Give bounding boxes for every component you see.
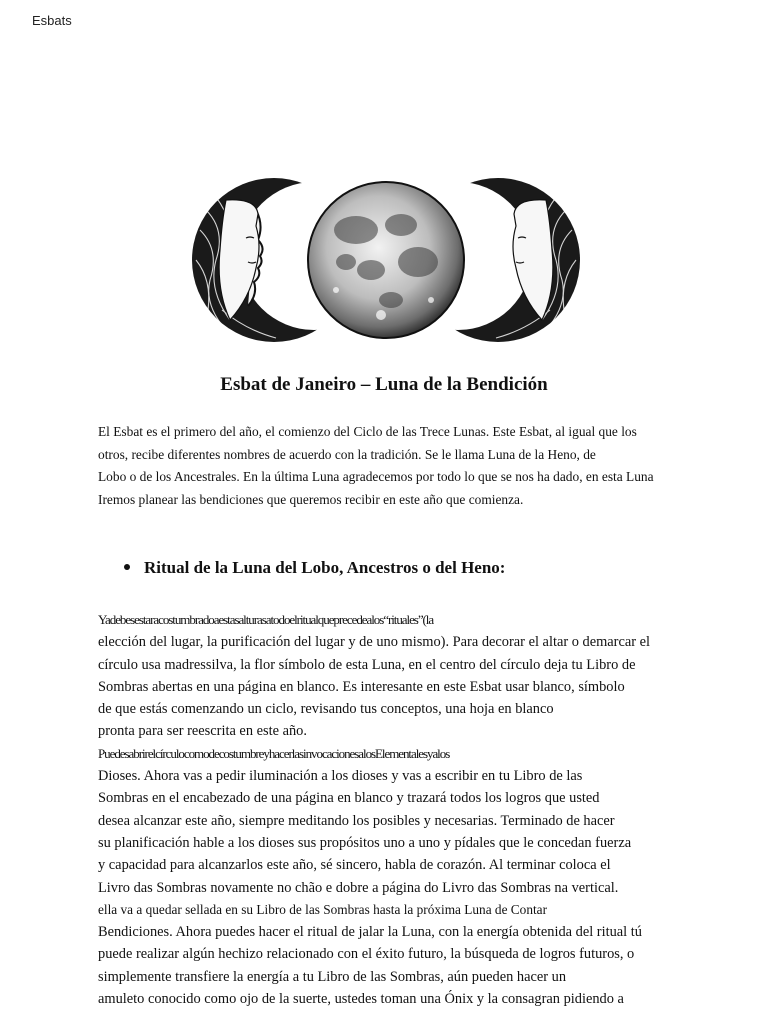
intro-line: El Esbat es el primero del año, el comienzo del Ciclo de las Trece Lunas. Este Esbat, al igual que los xyxy=(98,424,637,439)
page-title: Esbat de Janeiro – Luna de la Bendición xyxy=(220,374,548,395)
body-line: ella va a quedar sellada en su Libro de las Sombras hasta la próxima Luna de Contar xyxy=(98,901,547,917)
intro-line: Lobo o de los Ancestrales. En la última Luna agradecemos por todo lo que se nos ha dado, en esta Luna xyxy=(98,469,654,485)
body-line: Ya debes estar acostumbrado a estas alturas a todo el ritual que precede a los “rituales” (la xyxy=(98,612,434,627)
body-line: y capacidad para alcanzarlos este año, sé sincero, habla de corazón. Al terminar coloca el xyxy=(98,857,611,874)
body-line: Dioses. Ahora vas a pedir iluminación a los dioses y vas a escribir en tu Libro de las xyxy=(98,768,583,785)
body-line: de que estás comenzando un ciclo, revisando tus conceptos, una hoja en blanco xyxy=(98,701,554,718)
ritual-section-heading xyxy=(124,558,505,578)
body-line: Bendiciones. Ahora puedes hacer el ritual de jalar la Luna, con la energía obtenida del ritual tú xyxy=(98,924,642,941)
body-line: desea alcanzar este año, siempre meditando los posibles y necesarias. Terminado de hacer xyxy=(98,812,615,829)
body-line: amuleto conocido como ojo de la suerte, ustedes toman una Ónix y la consagran pidiendo a xyxy=(98,991,624,1008)
body-line: simplemente transfiere la energía a tu Libro de las Sombras, aún pueden hacer un xyxy=(98,968,567,985)
intro-paragraph xyxy=(98,421,688,512)
body-line: puede realizar algún hechizo relacionado con el éxito futuro, la búsqueda de logros futuros, o xyxy=(98,946,635,963)
intro-line: otros, recibe diferentes nombres de acuerdo con la tradición. Se le llama Luna de la Heno, de xyxy=(98,446,596,462)
body-line: Livro das Sombras novamente no chão e dobre a página do Livro das Sombras na vertical. xyxy=(98,879,619,896)
body-line: su planificación hable a los dioses sus propósitos uno a uno y pídales que le concedan fuerza xyxy=(98,834,632,851)
body-line: Sombras abertas en una página en blanco. Es interesante en este Esbat usar blanco, símbolo xyxy=(98,678,625,695)
intro-line: Iremos planear las bendiciones que queremos recibir en este año que comienza. xyxy=(98,492,524,508)
body-line: Puedes abrir el círculo como de costumbre y hacer las invocaciones a los Elementales y a los xyxy=(98,745,450,761)
body-line: Sombras en el encabezado de una página en blanco y trazará todos los logros que usted xyxy=(98,790,600,807)
body-line: círculo usa madressilva, la flor símbolo de esta Luna, en el centro del círculo deja tu Libro de xyxy=(98,656,636,673)
ritual-body xyxy=(98,609,698,1010)
triple-moon-icon xyxy=(186,170,586,350)
page-header-label: Esbats xyxy=(32,13,72,28)
bullet-icon xyxy=(124,564,130,570)
body-line: elección del lugar, la purificación del lugar y de uno mismo). Para decorar el altar o demarcar el xyxy=(98,634,651,651)
body-line: pronta para ser reescrita en este año. xyxy=(98,723,307,740)
ritual-heading-text: Ritual de la Luna del Lobo, Ancestros o del Heno: xyxy=(144,558,506,577)
